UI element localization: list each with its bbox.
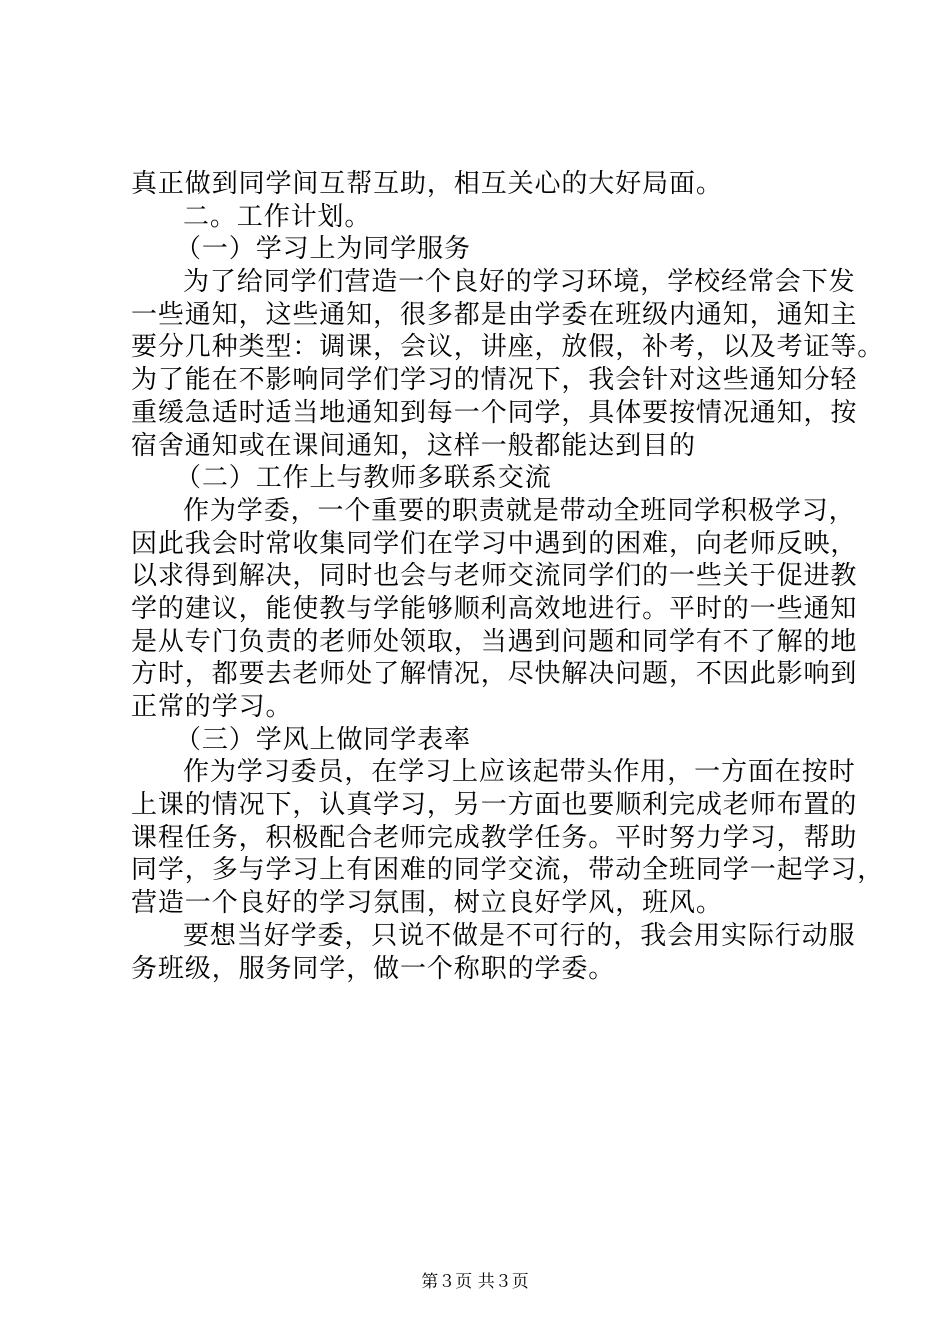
page-number: 第３页 共３页 (421, 1272, 529, 1292)
body-line: 因此我会时常收集同学们在学习中遇到的困难，向老师反映， (131, 528, 858, 559)
body-line: 是从专门负责的老师处领取，当遇到问题和同学有不了解的地 (131, 626, 858, 657)
body-line: 以求得到解决，同时也会与老师交流同学们的一些关于促进教 (131, 561, 858, 592)
subsection-heading: （三）学风上做同学表率 (175, 724, 471, 755)
body-line: 务班级，服务同学，做一个称职的学委。 (131, 953, 616, 984)
body-line: 方时，都要去老师处了解情况，尽快解决问题，不因此影响到 (131, 659, 858, 690)
document-body (131, 168, 885, 985)
body-line: 一些通知，这些通知，很多都是由学委在班级内通知，通知主 (131, 299, 858, 330)
body-line: 作为学委，一个重要的职责就是带动全班同学积极学习， (183, 495, 856, 526)
body-line: 学的建议，能使教与学能够顺利高效地进行。平时的一些通知 (131, 593, 858, 624)
subsection-heading: （二）工作上与教师多联系交流 (175, 463, 552, 494)
body-line: 重缓急适时适当地通知到每一个同学，具体要按情况通知，按 (131, 397, 858, 428)
body-line: 为了给同学们营造一个良好的学习环境，学校经常会下发 (183, 267, 856, 298)
body-line: 营造一个良好的学习氛围，树立良好学风，班风。 (131, 888, 723, 919)
body-line: 真正做到同学间互帮互助，相互关心的大好局面。 (131, 169, 723, 199)
subsection-heading: （一）学习上为同学服务 (175, 234, 471, 265)
page-footer (0, 1271, 950, 1293)
body-line: 作为学习委员，在学习上应该起带头作用，一方面在按时 (183, 757, 856, 788)
body-line: 课程任务，积极配合老师完成教学任务。平时努力学习，帮助 (131, 822, 858, 853)
section-heading: 二。工作计划。 (183, 201, 372, 232)
body-line: 上课的情况下，认真学习，另一方面也要顺利完成老师布置的 (131, 790, 858, 821)
body-line: 同学，多与学习上有困难的同学交流，带动全班同学一起学习， (131, 855, 885, 886)
body-line: 要想当好学委，只说不做是不可行的，我会用实际行动服 (183, 920, 856, 951)
body-line: 为了能在不影响同学们学习的情况下，我会针对这些通知分轻 (131, 365, 858, 396)
body-line: 宿舍通知或在课间通知，这样一般都能达到目的 (131, 430, 696, 461)
body-line: 要分几种类型：调课，会议，讲座，放假，补考，以及考证等。 (131, 332, 885, 363)
body-line: 正常的学习。 (131, 692, 293, 722)
